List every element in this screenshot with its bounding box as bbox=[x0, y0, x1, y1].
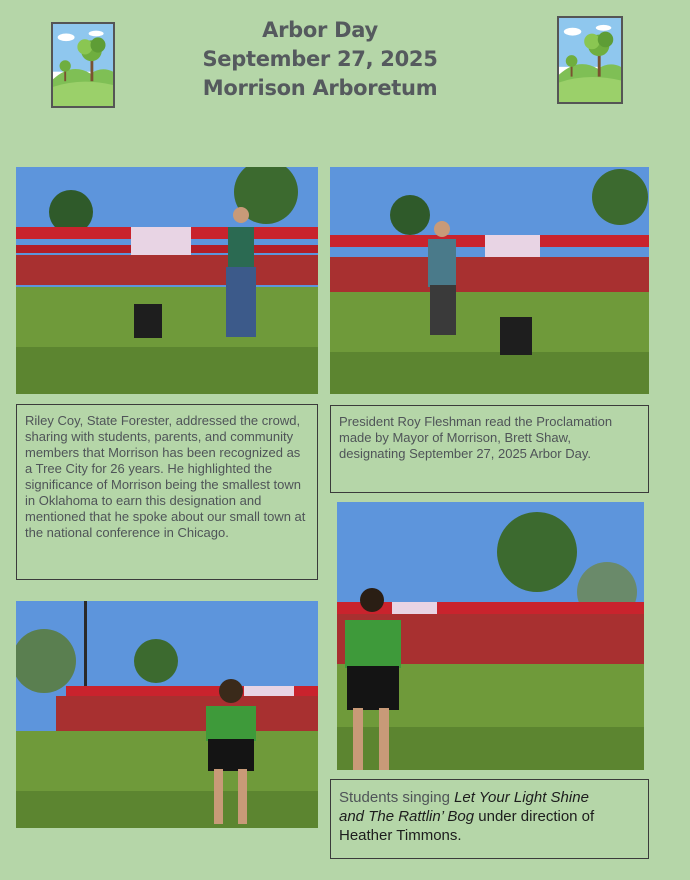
tree-clipart-right bbox=[557, 16, 623, 104]
caption-roy-fleshman: President Roy Fleshman read the Proclamation made by Mayor of Morrison, Brett Shaw, designating September 27, 2025 Arbor Day. bbox=[330, 405, 649, 493]
song-title-let-your-light-shine: Let Your Light Shine bbox=[454, 789, 589, 806]
page-title bbox=[150, 16, 490, 103]
caption-riley-coy: Riley Coy, State Forester, addressed the crowd, sharing with students, parents, and community members that Morrison has been recognized as a Tree City for 26 years. He highlighted the significance of Morrison being the smallest town in Oklahoma to earn this designation and mentioned that he spoke about our small town at the national conference in Chicago. bbox=[16, 404, 318, 580]
title-line-event: Arbor Day bbox=[262, 18, 378, 42]
caption-singing-director: Heather Timmons. bbox=[339, 827, 462, 844]
photo-students-singing-left bbox=[16, 601, 318, 828]
caption-singing-suffix: under direction of bbox=[474, 808, 595, 825]
caption-students-singing bbox=[330, 779, 649, 859]
song-title-rattlin-bog: The Rattlin’ Bog bbox=[368, 808, 475, 825]
title-line-location: Morrison Arboretum bbox=[202, 76, 438, 100]
caption-singing-prefix: Students singing bbox=[339, 789, 455, 806]
tree-clipart-left bbox=[51, 22, 115, 108]
photo-students-singing-right bbox=[337, 502, 644, 770]
photo-riley-coy bbox=[16, 167, 318, 394]
photo-roy-fleshman bbox=[330, 167, 649, 394]
title-line-date: September 27, 2025 bbox=[202, 47, 438, 71]
caption-singing-and: and bbox=[339, 808, 369, 825]
